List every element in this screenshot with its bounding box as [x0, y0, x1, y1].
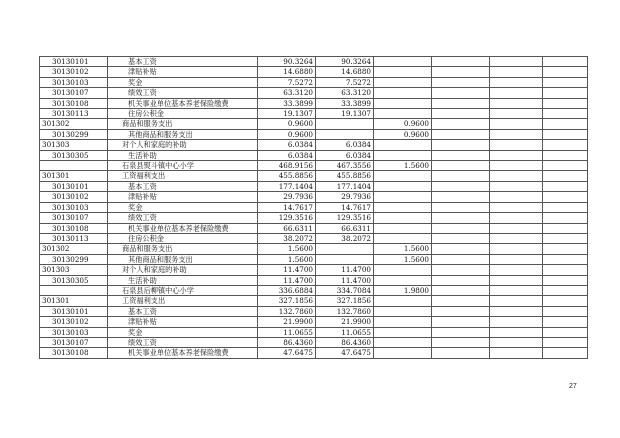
cell-empty: [543, 213, 588, 223]
page-number: 27: [569, 383, 577, 390]
cell-total: 0.9600: [258, 129, 316, 139]
cell-empty: [543, 275, 588, 285]
cell-project-expenditure: [374, 171, 432, 181]
cell-basic-expenditure: [316, 129, 374, 139]
cell-empty: [490, 254, 543, 264]
table-row: [40, 109, 588, 119]
table-row: [40, 57, 588, 67]
cell-basic-expenditure: 129.3516: [316, 213, 374, 223]
cell-total: 327.1856: [258, 296, 316, 306]
cell-empty: [432, 98, 490, 108]
cell-code: 301301: [40, 296, 108, 306]
cell-empty: [490, 327, 543, 337]
cell-item-name: 工资福利支出: [108, 171, 258, 181]
cell-code: 30130107: [40, 337, 108, 347]
cell-empty: [490, 265, 543, 275]
cell-empty: [543, 317, 588, 327]
cell-project-expenditure: [374, 67, 432, 77]
cell-project-expenditure: [374, 181, 432, 191]
cell-item-name: 奖金: [108, 202, 258, 212]
cell-total: 11.4700: [258, 265, 316, 275]
cell-item-name: 生活补助: [108, 275, 258, 285]
budget-table: [39, 56, 588, 359]
cell-basic-expenditure: 19.1307: [316, 109, 374, 119]
cell-empty: [543, 296, 588, 306]
cell-basic-expenditure: 6.0384: [316, 150, 374, 160]
cell-code: 301301: [40, 171, 108, 181]
cell-code: 30130113: [40, 109, 108, 119]
table-row: [40, 140, 588, 150]
cell-empty: [432, 306, 490, 316]
table-row: [40, 337, 588, 347]
cell-empty: [432, 129, 490, 139]
cell-code: 30130102: [40, 192, 108, 202]
cell-basic-expenditure: [316, 119, 374, 129]
table-row: [40, 161, 588, 171]
cell-empty: [490, 223, 543, 233]
cell-basic-expenditure: 63.3120: [316, 88, 374, 98]
cell-item-name: 基本工资: [108, 181, 258, 191]
cell-basic-expenditure: 11.4700: [316, 265, 374, 275]
cell-project-expenditure: [374, 233, 432, 243]
cell-total: 38.2072: [258, 233, 316, 243]
cell-empty: [432, 88, 490, 98]
cell-empty: [543, 348, 588, 358]
cell-item-name: 商品和服务支出: [108, 244, 258, 254]
cell-project-expenditure: [374, 327, 432, 337]
cell-item-name: 商品和服务支出: [108, 119, 258, 129]
cell-empty: [543, 109, 588, 119]
cell-code: 30130108: [40, 348, 108, 358]
cell-basic-expenditure: 86.4360: [316, 337, 374, 347]
cell-empty: [432, 119, 490, 129]
cell-code: 30130102: [40, 317, 108, 327]
cell-empty: [490, 306, 543, 316]
cell-empty: [543, 181, 588, 191]
cell-empty: [490, 129, 543, 139]
cell-empty: [490, 98, 543, 108]
cell-empty: [543, 192, 588, 202]
table-row: [40, 296, 588, 306]
table-row: [40, 348, 588, 358]
table-row: [40, 223, 588, 233]
cell-item-name: 机关事业单位基本养老保险缴费: [108, 348, 258, 358]
cell-empty: [432, 327, 490, 337]
cell-total: 132.7860: [258, 306, 316, 316]
cell-empty: [490, 337, 543, 347]
cell-empty: [490, 244, 543, 254]
cell-code: 30130103: [40, 202, 108, 212]
cell-project-expenditure: [374, 98, 432, 108]
cell-total: 14.6880: [258, 67, 316, 77]
cell-basic-expenditure: 14.7617: [316, 202, 374, 212]
cell-empty: [490, 233, 543, 243]
table-row: [40, 77, 588, 87]
cell-item-name: 对个人和家庭的补助: [108, 140, 258, 150]
table-row: [40, 275, 588, 285]
cell-item-name: 津贴补贴: [108, 192, 258, 202]
table-row: [40, 119, 588, 129]
cell-empty: [432, 348, 490, 358]
cell-empty: [432, 275, 490, 285]
cell-empty: [432, 213, 490, 223]
cell-code: 30130103: [40, 77, 108, 87]
cell-code: 30130113: [40, 233, 108, 243]
cell-empty: [490, 171, 543, 181]
cell-project-expenditure: [374, 150, 432, 160]
cell-project-expenditure: [374, 109, 432, 119]
cell-empty: [432, 140, 490, 150]
cell-project-expenditure: [374, 265, 432, 275]
cell-code: 301302: [40, 244, 108, 254]
cell-code: [40, 285, 108, 295]
cell-basic-expenditure: 90.3264: [316, 57, 374, 67]
cell-code: 30130305: [40, 150, 108, 160]
cell-basic-expenditure: 177.1404: [316, 181, 374, 191]
table-body: [40, 57, 588, 359]
cell-code: 30130107: [40, 88, 108, 98]
cell-basic-expenditure: 33.3899: [316, 98, 374, 108]
cell-basic-expenditure: 29.7936: [316, 192, 374, 202]
cell-empty: [543, 254, 588, 264]
cell-total: 14.7617: [258, 202, 316, 212]
cell-empty: [543, 306, 588, 316]
cell-empty: [432, 265, 490, 275]
cell-total: 19.1307: [258, 109, 316, 119]
table-row: [40, 244, 588, 254]
cell-item-name: 绩效工资: [108, 213, 258, 223]
cell-item-name: 石泉县后柳镇中心小学: [108, 285, 258, 295]
cell-empty: [543, 202, 588, 212]
cell-empty: [432, 254, 490, 264]
cell-basic-expenditure: 21.9900: [316, 317, 374, 327]
cell-empty: [490, 296, 543, 306]
cell-empty: [432, 337, 490, 347]
cell-item-name: 津贴补贴: [108, 67, 258, 77]
cell-total: 129.3516: [258, 213, 316, 223]
cell-empty: [543, 57, 588, 67]
cell-empty: [432, 171, 490, 181]
cell-total: 66.6311: [258, 223, 316, 233]
cell-basic-expenditure: 467.3556: [316, 161, 374, 171]
table-row: [40, 254, 588, 264]
cell-empty: [432, 233, 490, 243]
cell-project-expenditure: 1.9800: [374, 285, 432, 295]
cell-item-name: 住房公积金: [108, 109, 258, 119]
table-row: [40, 327, 588, 337]
cell-code: 30130299: [40, 254, 108, 264]
cell-total: 90.3264: [258, 57, 316, 67]
cell-item-name: 其他商品和服务支出: [108, 129, 258, 139]
table-row: [40, 233, 588, 243]
cell-total: 29.7936: [258, 192, 316, 202]
cell-empty: [490, 348, 543, 358]
cell-empty: [543, 161, 588, 171]
cell-empty: [543, 98, 588, 108]
cell-empty: [432, 317, 490, 327]
cell-basic-expenditure: 38.2072: [316, 233, 374, 243]
cell-project-expenditure: 1.5600: [374, 254, 432, 264]
cell-empty: [432, 202, 490, 212]
cell-code: 301302: [40, 119, 108, 129]
cell-total: 33.3899: [258, 98, 316, 108]
cell-code: 30130103: [40, 327, 108, 337]
cell-project-expenditure: [374, 337, 432, 347]
cell-item-name: 机关事业单位基本养老保险缴费: [108, 98, 258, 108]
cell-total: 47.6475: [258, 348, 316, 358]
cell-project-expenditure: [374, 275, 432, 285]
cell-total: 63.3120: [258, 88, 316, 98]
cell-item-name: 住房公积金: [108, 233, 258, 243]
cell-item-name: 其他商品和服务支出: [108, 254, 258, 264]
cell-empty: [490, 181, 543, 191]
cell-basic-expenditure: [316, 244, 374, 254]
cell-empty: [543, 285, 588, 295]
cell-empty: [432, 77, 490, 87]
cell-total: 6.0384: [258, 150, 316, 160]
cell-empty: [432, 150, 490, 160]
cell-total: 1.5600: [258, 254, 316, 264]
cell-empty: [490, 161, 543, 171]
cell-basic-expenditure: 7.5272: [316, 77, 374, 87]
cell-code: 30130299: [40, 129, 108, 139]
table-row: [40, 67, 588, 77]
cell-code: 30130101: [40, 57, 108, 67]
cell-empty: [432, 161, 490, 171]
cell-total: 336.6884: [258, 285, 316, 295]
cell-basic-expenditure: 6.0384: [316, 140, 374, 150]
cell-empty: [490, 275, 543, 285]
cell-item-name: 生活补助: [108, 150, 258, 160]
cell-project-expenditure: [374, 192, 432, 202]
cell-project-expenditure: 0.9600: [374, 129, 432, 139]
cell-item-name: 奖金: [108, 327, 258, 337]
cell-item-name: 对个人和家庭的补助: [108, 265, 258, 275]
cell-total: 1.5600: [258, 244, 316, 254]
cell-basic-expenditure: 327.1856: [316, 296, 374, 306]
cell-project-expenditure: [374, 348, 432, 358]
cell-item-name: 绩效工资: [108, 337, 258, 347]
cell-basic-expenditure: 11.0655: [316, 327, 374, 337]
cell-empty: [543, 223, 588, 233]
cell-empty: [490, 57, 543, 67]
cell-total: 11.4700: [258, 275, 316, 285]
cell-empty: [490, 285, 543, 295]
cell-empty: [432, 296, 490, 306]
cell-item-name: 基本工资: [108, 57, 258, 67]
cell-empty: [432, 67, 490, 77]
cell-empty: [543, 233, 588, 243]
table-row: [40, 88, 588, 98]
cell-code: 30130101: [40, 306, 108, 316]
cell-total: 86.4360: [258, 337, 316, 347]
cell-project-expenditure: [374, 88, 432, 98]
cell-project-expenditure: [374, 57, 432, 67]
table-row: [40, 129, 588, 139]
cell-empty: [490, 140, 543, 150]
cell-empty: [543, 88, 588, 98]
cell-empty: [490, 77, 543, 87]
cell-item-name: 奖金: [108, 77, 258, 87]
cell-empty: [543, 327, 588, 337]
cell-code: 30130102: [40, 67, 108, 77]
cell-empty: [490, 67, 543, 77]
cell-empty: [490, 150, 543, 160]
cell-empty: [543, 171, 588, 181]
cell-empty: [543, 77, 588, 87]
cell-empty: [490, 317, 543, 327]
cell-project-expenditure: [374, 202, 432, 212]
cell-empty: [490, 192, 543, 202]
cell-empty: [543, 140, 588, 150]
cell-project-expenditure: [374, 223, 432, 233]
table-row: [40, 150, 588, 160]
table-row: [40, 181, 588, 191]
cell-total: 177.1404: [258, 181, 316, 191]
cell-code: 30130108: [40, 223, 108, 233]
table-row: [40, 171, 588, 181]
cell-basic-expenditure: 66.6311: [316, 223, 374, 233]
cell-total: 11.0655: [258, 327, 316, 337]
cell-total: 7.5272: [258, 77, 316, 87]
cell-item-name: 绩效工资: [108, 88, 258, 98]
cell-empty: [490, 202, 543, 212]
cell-basic-expenditure: 47.6475: [316, 348, 374, 358]
cell-basic-expenditure: 14.6880: [316, 67, 374, 77]
cell-code: 30130101: [40, 181, 108, 191]
cell-basic-expenditure: 334.7084: [316, 285, 374, 295]
cell-project-expenditure: [374, 213, 432, 223]
cell-project-expenditure: 1.5600: [374, 244, 432, 254]
cell-item-name: 基本工资: [108, 306, 258, 316]
cell-empty: [490, 88, 543, 98]
cell-project-expenditure: [374, 317, 432, 327]
cell-project-expenditure: [374, 140, 432, 150]
table-row: [40, 98, 588, 108]
cell-total: 455.8856: [258, 171, 316, 181]
cell-empty: [490, 109, 543, 119]
cell-empty: [543, 119, 588, 129]
cell-basic-expenditure: 11.4700: [316, 275, 374, 285]
cell-empty: [543, 244, 588, 254]
cell-empty: [543, 337, 588, 347]
cell-project-expenditure: 0.9600: [374, 119, 432, 129]
cell-project-expenditure: [374, 306, 432, 316]
cell-empty: [543, 67, 588, 77]
cell-basic-expenditure: 455.8856: [316, 171, 374, 181]
cell-item-name: 工资福利支出: [108, 296, 258, 306]
cell-code: 30130305: [40, 275, 108, 285]
cell-empty: [490, 119, 543, 129]
cell-empty: [490, 213, 543, 223]
table-row: [40, 213, 588, 223]
cell-project-expenditure: 1.5600: [374, 161, 432, 171]
cell-code: [40, 161, 108, 171]
cell-basic-expenditure: [316, 254, 374, 264]
cell-code: 301303: [40, 140, 108, 150]
cell-total: 6.0384: [258, 140, 316, 150]
table-row: [40, 265, 588, 275]
cell-empty: [432, 223, 490, 233]
cell-project-expenditure: [374, 296, 432, 306]
cell-empty: [543, 150, 588, 160]
cell-project-expenditure: [374, 77, 432, 87]
cell-basic-expenditure: 132.7860: [316, 306, 374, 316]
cell-item-name: 津贴补贴: [108, 317, 258, 327]
table-row: [40, 202, 588, 212]
cell-empty: [432, 244, 490, 254]
table-row: [40, 306, 588, 316]
cell-empty: [543, 129, 588, 139]
table-row: [40, 192, 588, 202]
cell-empty: [432, 181, 490, 191]
cell-code: 30130107: [40, 213, 108, 223]
cell-empty: [543, 265, 588, 275]
cell-total: 468.9156: [258, 161, 316, 171]
cell-code: 30130108: [40, 98, 108, 108]
cell-empty: [432, 57, 490, 67]
cell-total: 21.9900: [258, 317, 316, 327]
cell-empty: [432, 109, 490, 119]
cell-code: 301303: [40, 265, 108, 275]
cell-empty: [432, 285, 490, 295]
table-row: [40, 285, 588, 295]
cell-item-name: 石泉县熨斗镇中心小学: [108, 161, 258, 171]
cell-empty: [432, 192, 490, 202]
table-row: [40, 317, 588, 327]
cell-item-name: 机关事业单位基本养老保险缴费: [108, 223, 258, 233]
cell-total: 0.9600: [258, 119, 316, 129]
